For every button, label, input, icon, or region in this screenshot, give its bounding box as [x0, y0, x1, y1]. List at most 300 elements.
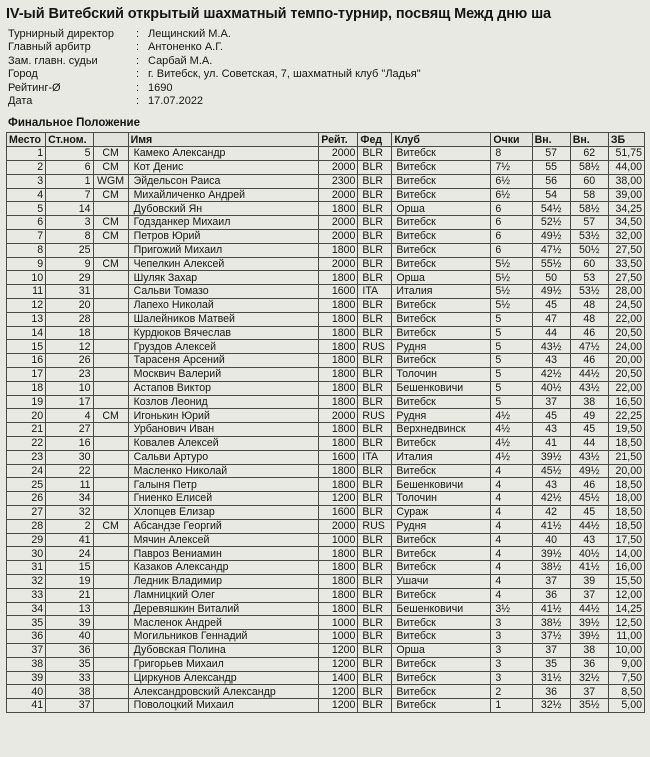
meta-label: Главный арбитр [8, 41, 91, 54]
points-cell: 5 [491, 395, 532, 409]
name-cell: Поволоцкий Михаил [128, 699, 319, 713]
table-row [7, 464, 645, 478]
table-row [7, 492, 645, 506]
tiebreak1-cell: 54 [532, 188, 570, 202]
sb-cell: 22,00 [608, 312, 644, 326]
federation-cell: BLR [358, 243, 392, 257]
start-number-cell: 4 [46, 409, 93, 423]
title-cell: CM [93, 147, 128, 161]
sb-cell: 20,00 [608, 354, 644, 368]
title-cell [93, 505, 128, 519]
start-number-cell: 17 [46, 395, 93, 409]
sb-cell: 20,00 [608, 464, 644, 478]
name-cell: Эйдельсон Раиса [128, 174, 319, 188]
rating-cell: 2000 [319, 230, 358, 244]
name-cell: Груздов Алексей [128, 340, 319, 354]
rating-cell: 1800 [319, 202, 358, 216]
federation-cell: BLR [358, 271, 392, 285]
federation-cell: BLR [358, 202, 392, 216]
points-cell: 6 [491, 202, 532, 216]
tiebreak2-cell: 46 [570, 354, 608, 368]
start-number-cell: 35 [46, 657, 93, 671]
tiebreak1-cell: 49½ [532, 285, 570, 299]
table-row [7, 147, 645, 161]
club-cell: Витебск [392, 147, 491, 161]
tiebreak1-cell: 41½ [532, 602, 570, 616]
tiebreak2-cell: 38 [570, 395, 608, 409]
tiebreak1-cell: 57 [532, 147, 570, 161]
start-number-cell: 30 [46, 450, 93, 464]
points-cell: 6 [491, 243, 532, 257]
tiebreak2-cell: 44½ [570, 519, 608, 533]
place-cell: 26 [7, 492, 46, 506]
points-cell: 5 [491, 312, 532, 326]
table-row [7, 271, 645, 285]
tiebreak1-cell: 56 [532, 174, 570, 188]
sb-cell: 18,50 [608, 505, 644, 519]
start-number-cell: 10 [46, 381, 93, 395]
club-cell: Бешенковичи [392, 478, 491, 492]
table-row [7, 285, 645, 299]
title-cell: CM [93, 216, 128, 230]
table-row [7, 299, 645, 313]
place-cell: 31 [7, 561, 46, 575]
place-cell: 2 [7, 161, 46, 175]
place-cell: 27 [7, 505, 46, 519]
tiebreak2-cell: 32½ [570, 671, 608, 685]
tiebreak2-cell: 58½ [570, 161, 608, 175]
federation-cell: BLR [358, 147, 392, 161]
points-cell: 6 [491, 216, 532, 230]
tournament-title: IV-ый Витебский открытый шахматный темпо-турнир, посвящ Межд дню ша [6, 6, 552, 22]
place-cell: 29 [7, 533, 46, 547]
column-header: Вн. [532, 133, 570, 147]
tiebreak1-cell: 39½ [532, 450, 570, 464]
rating-cell: 1800 [319, 423, 358, 437]
tiebreak1-cell: 32½ [532, 699, 570, 713]
club-cell: Витебск [392, 547, 491, 561]
title-cell [93, 299, 128, 313]
place-cell: 6 [7, 216, 46, 230]
tiebreak2-cell: 44½ [570, 602, 608, 616]
points-cell: 4 [491, 561, 532, 575]
federation-cell: BLR [358, 312, 392, 326]
place-cell: 30 [7, 547, 46, 561]
tiebreak2-cell: 44½ [570, 367, 608, 381]
table-row [7, 367, 645, 381]
table-row [7, 588, 645, 602]
federation-cell: BLR [358, 478, 392, 492]
meta-label: Город [8, 68, 38, 81]
rating-cell: 1800 [319, 561, 358, 575]
meta-value: Лещинский М.А. [148, 28, 231, 40]
points-cell: 4½ [491, 423, 532, 437]
tiebreak1-cell: 43 [532, 423, 570, 437]
start-number-cell: 29 [46, 271, 93, 285]
points-cell: 4 [491, 588, 532, 602]
points-cell: 2 [491, 685, 532, 699]
title-cell [93, 478, 128, 492]
table-row [7, 547, 645, 561]
column-header: Клуб [392, 133, 491, 147]
title-cell: CM [93, 161, 128, 175]
start-number-cell: 15 [46, 561, 93, 575]
club-cell: Витебск [392, 464, 491, 478]
place-cell: 13 [7, 312, 46, 326]
tiebreak2-cell: 37 [570, 588, 608, 602]
club-cell: Рудня [392, 340, 491, 354]
name-cell: Урбанович Иван [128, 423, 319, 437]
name-cell: Астапов Виктор [128, 381, 319, 395]
club-cell: Бешенковичи [392, 602, 491, 616]
club-cell: Витебск [392, 630, 491, 644]
name-cell: Сальви Артуро [128, 450, 319, 464]
tiebreak1-cell: 45 [532, 409, 570, 423]
club-cell: Витебск [392, 354, 491, 368]
federation-cell: BLR [358, 616, 392, 630]
tiebreak2-cell: 48 [570, 312, 608, 326]
table-body [7, 147, 645, 713]
name-cell: Игонькин Юрий [128, 409, 319, 423]
club-cell: Витебск [392, 685, 491, 699]
tiebreak2-cell: 58 [570, 188, 608, 202]
points-cell: 4½ [491, 450, 532, 464]
title-cell [93, 354, 128, 368]
name-cell: Шуляк Захар [128, 271, 319, 285]
start-number-cell: 21 [46, 588, 93, 602]
name-cell: Казаков Александр [128, 561, 319, 575]
tiebreak2-cell: 35½ [570, 699, 608, 713]
start-number-cell: 27 [46, 423, 93, 437]
table-row [7, 436, 645, 450]
title-cell: CM [93, 519, 128, 533]
meta-row [8, 95, 650, 108]
tiebreak1-cell: 37 [532, 643, 570, 657]
points-cell: 5 [491, 367, 532, 381]
federation-cell: BLR [358, 602, 392, 616]
start-number-cell: 37 [46, 699, 93, 713]
title-cell [93, 574, 128, 588]
rating-cell: 1800 [319, 381, 358, 395]
club-cell: Витебск [392, 395, 491, 409]
name-cell: Масленок Андрей [128, 616, 319, 630]
federation-cell: BLR [358, 367, 392, 381]
club-cell: Витебск [392, 588, 491, 602]
club-cell: Витебск [392, 616, 491, 630]
federation-cell: RUS [358, 409, 392, 423]
club-cell: Витебск [392, 561, 491, 575]
tiebreak2-cell: 40½ [570, 547, 608, 561]
start-number-cell: 19 [46, 574, 93, 588]
sb-cell: 14,25 [608, 602, 644, 616]
name-cell: Козлов Леонид [128, 395, 319, 409]
name-cell: Ковалев Алексей [128, 436, 319, 450]
table-row [7, 533, 645, 547]
place-cell: 40 [7, 685, 46, 699]
tournament-info [8, 28, 650, 108]
sb-cell: 21,50 [608, 450, 644, 464]
rating-cell: 1000 [319, 616, 358, 630]
start-number-cell: 8 [46, 230, 93, 244]
club-cell: Витебск [392, 161, 491, 175]
federation-cell: BLR [358, 657, 392, 671]
sb-cell: 51,75 [608, 147, 644, 161]
meta-row [8, 28, 650, 41]
name-cell: Пригожий Михаил [128, 243, 319, 257]
rating-cell: 1200 [319, 643, 358, 657]
club-cell: Верхнедвинск [392, 423, 491, 437]
federation-cell: BLR [358, 464, 392, 478]
start-number-cell: 13 [46, 602, 93, 616]
table-row [7, 257, 645, 271]
tiebreak1-cell: 45 [532, 299, 570, 313]
rating-cell: 2000 [319, 188, 358, 202]
points-cell: 4 [491, 492, 532, 506]
title-cell [93, 243, 128, 257]
place-cell: 15 [7, 340, 46, 354]
name-cell: Ледник Владимир [128, 574, 319, 588]
rating-cell: 1600 [319, 505, 358, 519]
place-cell: 33 [7, 588, 46, 602]
tiebreak2-cell: 36 [570, 657, 608, 671]
tiebreak1-cell: 31½ [532, 671, 570, 685]
points-cell: 4½ [491, 436, 532, 450]
tiebreak2-cell: 45 [570, 423, 608, 437]
sb-cell: 38,00 [608, 174, 644, 188]
start-number-cell: 11 [46, 478, 93, 492]
place-cell: 12 [7, 299, 46, 313]
sb-cell: 5,00 [608, 699, 644, 713]
name-cell: Мячин Алексей [128, 533, 319, 547]
club-cell: Толочин [392, 492, 491, 506]
club-cell: Витебск [392, 243, 491, 257]
column-header [93, 133, 128, 147]
title-cell: CM [93, 230, 128, 244]
title-cell [93, 643, 128, 657]
sb-cell: 18,50 [608, 436, 644, 450]
title-cell [93, 285, 128, 299]
title-cell: CM [93, 188, 128, 202]
club-cell: Витебск [392, 312, 491, 326]
tiebreak1-cell: 42 [532, 505, 570, 519]
table-row [7, 216, 645, 230]
meta-value: 1690 [148, 81, 173, 94]
table-row [7, 340, 645, 354]
name-cell: Дубовский Ян [128, 202, 319, 216]
name-cell: Могильников Геннадий [128, 630, 319, 644]
rating-cell: 1800 [319, 395, 358, 409]
club-cell: Витебск [392, 657, 491, 671]
name-cell: Шалейников Матвей [128, 312, 319, 326]
club-cell: Витебск [392, 230, 491, 244]
place-cell: 20 [7, 409, 46, 423]
club-cell: Витебск [392, 299, 491, 313]
federation-cell: BLR [358, 492, 392, 506]
title-cell [93, 547, 128, 561]
rating-cell: 2000 [319, 161, 358, 175]
tiebreak2-cell: 41½ [570, 561, 608, 575]
title-cell [93, 492, 128, 506]
column-header: Фед [358, 133, 392, 147]
table-row [7, 643, 645, 657]
tiebreak1-cell: 38½ [532, 561, 570, 575]
rating-cell: 1200 [319, 685, 358, 699]
rating-cell: 2300 [319, 174, 358, 188]
meta-label: Турнирный директор [8, 28, 114, 40]
table-row [7, 519, 645, 533]
points-cell: 8 [491, 147, 532, 161]
federation-cell: RUS [358, 519, 392, 533]
sb-cell: 27,50 [608, 243, 644, 257]
start-number-cell: 36 [46, 643, 93, 657]
meta-sep: : [136, 81, 140, 94]
start-number-cell: 2 [46, 519, 93, 533]
tiebreak1-cell: 37 [532, 395, 570, 409]
name-cell: Годзданкер Михаил [128, 216, 319, 230]
sb-cell: 24,00 [608, 340, 644, 354]
points-cell: 3 [491, 630, 532, 644]
rating-cell: 1800 [319, 340, 358, 354]
sb-cell: 22,00 [608, 381, 644, 395]
federation-cell: BLR [358, 630, 392, 644]
title-cell: CM [93, 409, 128, 423]
points-cell: 5 [491, 326, 532, 340]
rating-cell: 1000 [319, 533, 358, 547]
tiebreak2-cell: 49½ [570, 464, 608, 478]
federation-cell: RUS [358, 340, 392, 354]
start-number-cell: 31 [46, 285, 93, 299]
federation-cell: BLR [358, 699, 392, 713]
title-cell [93, 381, 128, 395]
club-cell: Ушачи [392, 574, 491, 588]
rating-cell: 1800 [319, 547, 358, 561]
meta-sep: : [136, 68, 140, 81]
tiebreak1-cell: 54½ [532, 202, 570, 216]
title-cell [93, 271, 128, 285]
title-cell [93, 202, 128, 216]
tiebreak2-cell: 39½ [570, 630, 608, 644]
title-cell [93, 464, 128, 478]
tiebreak1-cell: 55½ [532, 257, 570, 271]
rating-cell: 1400 [319, 671, 358, 685]
points-cell: 3 [491, 616, 532, 630]
club-cell: Италия [392, 450, 491, 464]
place-cell: 9 [7, 257, 46, 271]
points-cell: 4 [491, 533, 532, 547]
club-cell: Орша [392, 202, 491, 216]
rating-cell: 1800 [319, 602, 358, 616]
place-cell: 8 [7, 243, 46, 257]
tiebreak1-cell: 43½ [532, 340, 570, 354]
column-header: ЗБ [608, 133, 644, 147]
title-cell [93, 616, 128, 630]
sb-cell: 16,50 [608, 395, 644, 409]
table-row [7, 230, 645, 244]
name-cell: Галыня Петр [128, 478, 319, 492]
name-cell: Чепелкин Алексей [128, 257, 319, 271]
tiebreak2-cell: 53½ [570, 285, 608, 299]
column-header: Вн. [570, 133, 608, 147]
start-number-cell: 3 [46, 216, 93, 230]
sb-cell: 8,50 [608, 685, 644, 699]
section-title: Финальное Положение [8, 117, 141, 130]
meta-row [8, 68, 650, 81]
sb-cell: 32,00 [608, 230, 644, 244]
points-cell: 3 [491, 643, 532, 657]
tiebreak1-cell: 35 [532, 657, 570, 671]
start-number-cell: 23 [46, 367, 93, 381]
rating-cell: 1800 [319, 478, 358, 492]
tiebreak2-cell: 60 [570, 174, 608, 188]
place-cell: 21 [7, 423, 46, 437]
tiebreak2-cell: 50½ [570, 243, 608, 257]
tiebreak1-cell: 52½ [532, 216, 570, 230]
table-header-row [7, 133, 645, 147]
tiebreak1-cell: 41 [532, 436, 570, 450]
rating-cell: 1800 [319, 312, 358, 326]
tiebreak2-cell: 57 [570, 216, 608, 230]
sb-cell: 28,00 [608, 285, 644, 299]
tiebreak2-cell: 43½ [570, 381, 608, 395]
meta-value: Сарбай М.А. [148, 54, 213, 67]
club-cell: Витебск [392, 188, 491, 202]
start-number-cell: 16 [46, 436, 93, 450]
place-cell: 5 [7, 202, 46, 216]
table-row [7, 657, 645, 671]
tiebreak1-cell: 50 [532, 271, 570, 285]
rating-cell: 1200 [319, 492, 358, 506]
sb-cell: 15,50 [608, 574, 644, 588]
title-cell [93, 671, 128, 685]
start-number-cell: 38 [46, 685, 93, 699]
rating-cell: 1200 [319, 657, 358, 671]
meta-value: г. Витебск, ул. Советская, 7, шахматный клуб "Ладья" [148, 68, 421, 81]
place-cell: 24 [7, 464, 46, 478]
tiebreak2-cell: 39½ [570, 616, 608, 630]
sb-cell: 12,50 [608, 616, 644, 630]
federation-cell: BLR [358, 643, 392, 657]
club-cell: Витебск [392, 699, 491, 713]
club-cell: Рудня [392, 409, 491, 423]
tiebreak2-cell: 58½ [570, 202, 608, 216]
points-cell: 5½ [491, 257, 532, 271]
name-cell: Ламницкий Олег [128, 588, 319, 602]
sb-cell: 14,00 [608, 547, 644, 561]
place-cell: 11 [7, 285, 46, 299]
place-cell: 23 [7, 450, 46, 464]
tiebreak1-cell: 42½ [532, 492, 570, 506]
federation-cell: BLR [358, 671, 392, 685]
tiebreak1-cell: 39½ [532, 547, 570, 561]
name-cell: Масленко Николай [128, 464, 319, 478]
sb-cell: 18,50 [608, 478, 644, 492]
tiebreak1-cell: 43 [532, 478, 570, 492]
points-cell: 5½ [491, 299, 532, 313]
tiebreak2-cell: 62 [570, 147, 608, 161]
column-header: Рейт. [319, 133, 358, 147]
column-header: Очки [491, 133, 532, 147]
tiebreak1-cell: 41½ [532, 519, 570, 533]
meta-label: Зам. главн. судьи [8, 54, 98, 67]
column-header: Место [7, 133, 46, 147]
rating-cell: 2000 [319, 147, 358, 161]
federation-cell: BLR [358, 505, 392, 519]
sb-cell: 16,00 [608, 561, 644, 575]
federation-cell: BLR [358, 381, 392, 395]
sb-cell: 33,50 [608, 257, 644, 271]
start-number-cell: 33 [46, 671, 93, 685]
title-cell: CM [93, 257, 128, 271]
